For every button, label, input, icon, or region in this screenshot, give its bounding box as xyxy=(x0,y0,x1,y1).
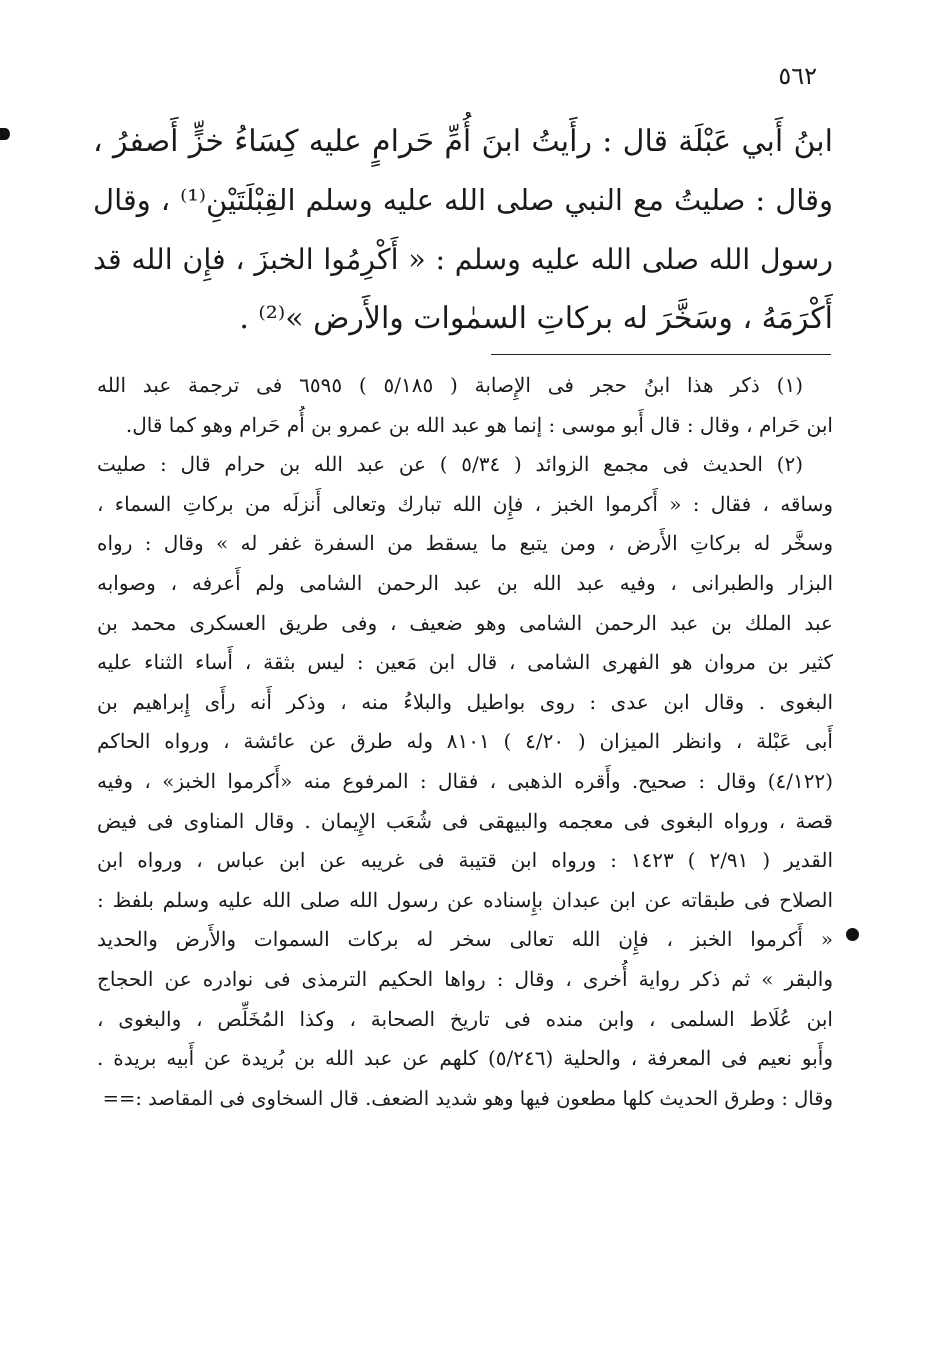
footnote-line: عبد الملك بن عبد الرحمن الشامى وهو ضعيف ، وفى طريق العسكرى محمد بن xyxy=(97,610,833,635)
margin-mark-left xyxy=(0,128,10,140)
footnote-line: والبقر » ثم ذكر رواية أُخرى ، وقال : رواها الحكيم الترمذى فى نوادره عن الحجاج xyxy=(97,966,833,991)
footnote-line: البغوى . وقال ابن عدى : روى بواطيل والبلاءُ منه ، وذكر أَنه رأَى إِبراهيم بن xyxy=(97,689,833,714)
footnote-divider xyxy=(491,354,831,355)
footnote-line: أَبى عَبْلة ، وانظر الميزان ( ٤/٢٠ ) ٨١٠١ وله طرق عن عائشة ، ورواه الحاكم xyxy=(97,729,833,754)
footnote-line: وساقه ، فقال : « أَكرموا الخبز ، فإِن الله تبارك وتعالى أَنزلَه من بركاتِ السماء ، xyxy=(97,491,833,516)
main-text-line: ابنُ أَبي عَبْلَة قال : رأَيتُ ابنَ أُمِّ حَرامٍ عليه كِسَاءُ خزٍّ أَصفرُ ، xyxy=(93,124,833,159)
main-text xyxy=(93,112,833,348)
footnote-line: ابن عُلَاط السلمى ، وابن منده فى تاريخ الصحابة ، وكذا المُخَلِّص ، والبغوى ، xyxy=(97,1006,833,1031)
footnote-line: (٢) الحديث فى مجمع الزوائد ( ٥/٣٤ ) عن عبد الله بن حرام قال : صليت xyxy=(97,452,804,477)
page-number: ٥٦٢ xyxy=(778,62,817,90)
main-text-line: وقال : صليتُ مع النبي صلى الله عليه وسلم القِبْلَتَيْنِ⁽¹⁾ ، وقال xyxy=(93,183,833,217)
footnote-line: وأَبو نعيم فى المعرفة ، والحلية (٥/٢٤٦) كلهم عن عبد الله بن بُريدة عن أَبيه بريدة . xyxy=(97,1046,833,1071)
footnotes xyxy=(97,366,833,1118)
footnote-line: « أَكرموا الخبز ، فإِن الله تعالى سخر له بركات السموات والأَرض والحديد xyxy=(97,927,833,952)
footnote-line: وسخَّر له بركاتِ الأَرض ، ومن يتبع ما يسقط من السفرة غفر له » وقال : رواه xyxy=(97,531,833,556)
footnote-line: (١) ذكر هذا ابنُ حجر فى الإِصابة ( ٥/١٨٥ ) ٦٥٩٥ فى ترجمة عبد الله xyxy=(97,373,803,397)
main-text-line: أَكْرَمَهُ ، وسَخَّرَ له بركاتِ السمٰوات والأَرض »⁽²⁾ . xyxy=(239,301,833,336)
footnote-line: وقال : وطرق الحديث كلها مطعون فيها وهو شديد الضعف. قال السخاوى فى المقاصد :== xyxy=(102,1086,833,1110)
footnote-line: كثير بن مروان هو الفهرى الشامى ، قال ابن مَعين : ليس بثقة ، أَساء الثناء عليه xyxy=(97,650,833,675)
footnote-line: (٤/١٢٢) وقال : صحيح. وأَقره الذهبى ، فقال : المرفوع منه «أَكرموا الخبز» ، وفيه xyxy=(97,768,833,793)
footnote-line: الصلاح فى طبقاته عن ابن عبدان بإِسناده عن رسول الله صلى الله عليه وسلم بلفظ : xyxy=(97,887,833,912)
footnote-line: ابن حَرام ، وقال : قال أَبو موسى : إنما هو عبد الله بن عمرو بن أُم حَرام وهو كما قال. xyxy=(125,412,833,437)
main-text-line: رسول الله صلى الله عليه وسلم : « أَكْرِمُوا الخبزَ ، فإِن الله قد xyxy=(93,243,833,276)
margin-mark-right xyxy=(846,928,859,941)
footnote-line: القدير ( ٢/٩١ ) ١٤٢٣ : ورواه ابن قتيبة فى غريبه عن ابن عباس ، ورواه ابن xyxy=(97,848,833,873)
footnote-line: البزار والطبرانى ، وفيه عبد الله بن عبد الرحمن الشامى ولم أَعرفه ، وصوابه xyxy=(97,570,833,595)
footnote-line: قصة ، ورواه البغوى فى معجمه والبيهقى فى شُعَب الإِيمان . وقال المناوى فى فيض xyxy=(97,808,833,833)
